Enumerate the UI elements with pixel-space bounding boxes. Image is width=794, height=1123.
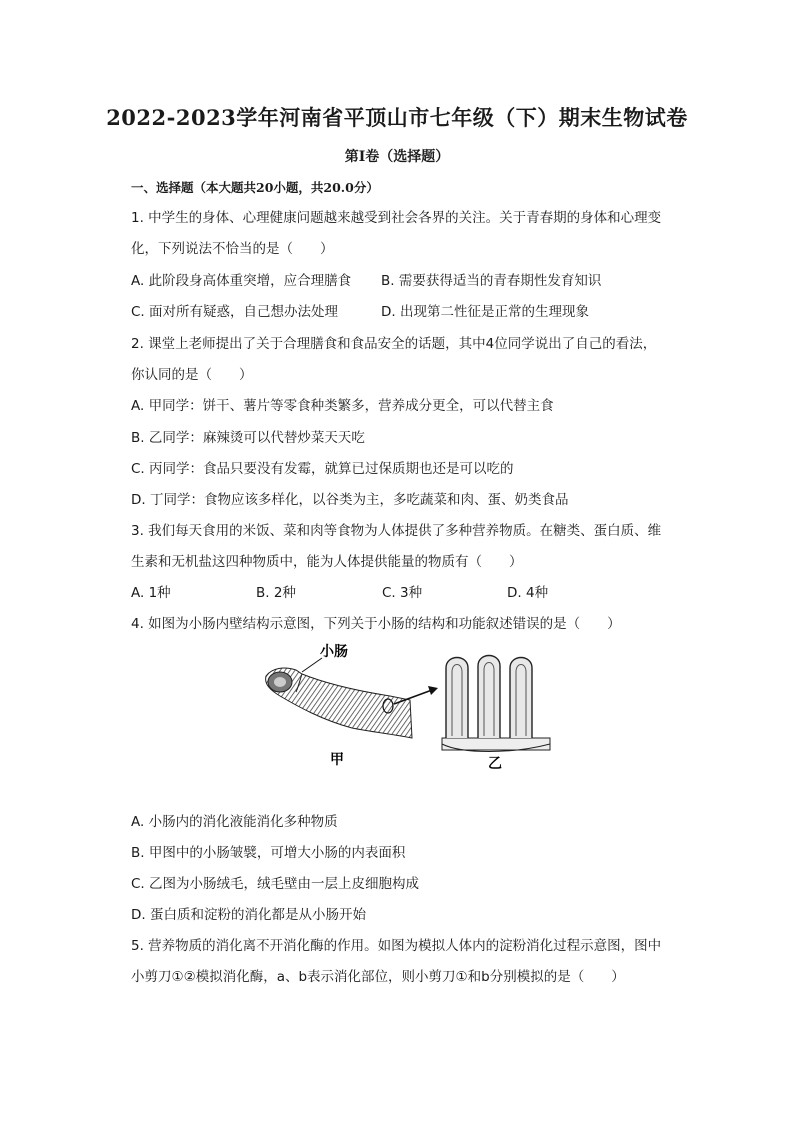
q5-stem-line1: 5. 营养物质的消化离不开消化酶的作用。如图为模拟人体内的淀粉消化过程示意图，图中 (131, 938, 662, 954)
q1-option-a[interactable]: A. 此阶段身高体重突增，应合理膳食 (131, 273, 352, 289)
q1-stem-line2: 化，下列说法不恰当的是（ ） (131, 241, 334, 257)
label-jia: 甲 (330, 752, 344, 768)
q2-option-b[interactable]: B. 乙同学：麻辣烫可以代替炒菜天天吃 (131, 430, 365, 446)
q3-option-b[interactable]: B. 2种 (256, 585, 296, 601)
arrow-icon (394, 686, 438, 704)
villi-drawing (442, 656, 550, 752)
intestine-pointer-line (302, 658, 322, 672)
q5-stem-line2: 小剪刀①②模拟消化酶，a、b表示消化部位，则小剪刀①和b分别模拟的是（ ） (131, 969, 625, 985)
part-title: 第I卷（选择题） (344, 149, 450, 165)
q1-option-b[interactable]: B. 需要获得适当的青春期性发育知识 (381, 273, 602, 289)
q1-option-c[interactable]: C. 面对所有疑惑，自己想办法处理 (131, 304, 339, 320)
small-intestine-figure (262, 640, 562, 775)
q4-option-c[interactable]: C. 乙图为小肠绒毛，绒毛壁由一层上皮细胞构成 (131, 876, 420, 892)
q4-stem-line1: 4. 如图为小肠内壁结构示意图，下列关于小肠的结构和功能叙述错误的是（ ） (131, 616, 621, 632)
q3-option-c[interactable]: C. 3种 (382, 585, 423, 601)
intestine-segment-drawing (266, 658, 412, 738)
section-heading: 一、选择题（本大题共20小题，共20.0分） (131, 180, 379, 195)
q2-option-c[interactable]: C. 丙同学：食品只要没有发霉，就算已过保质期也还是可以吃的 (131, 461, 514, 477)
q2-option-d[interactable]: D. 丁同学：食物应该多样化，以谷类为主，多吃蔬菜和肉、蛋、奶类食品 (131, 492, 569, 508)
q3-option-a[interactable]: A. 1种 (131, 585, 171, 601)
q4-option-d[interactable]: D. 蛋白质和淀粉的消化都是从小肠开始 (131, 907, 366, 923)
q1-option-d[interactable]: D. 出现第二性征是正常的生理现象 (381, 304, 589, 320)
q2-stem-line2: 你认同的是（ ） (131, 367, 253, 383)
q2-option-a[interactable]: A. 甲同学：饼干、薯片等零食种类繁多，营养成分更全，可以代替主食 (131, 398, 554, 414)
q2-stem-line1: 2. 课堂上老师提出了关于合理膳食和食品安全的话题，其中4位同学说出了自己的看法， (131, 336, 657, 352)
q3-stem-line1: 3. 我们每天食用的米饭、菜和肉等食物为人体提供了多种营养物质。在糖类、蛋白质、维 (131, 523, 662, 539)
page-title: 2022-2023学年河南省平顶山市七年级（下）期末生物试卷 (106, 105, 688, 130)
q4-option-b[interactable]: B. 甲图中的小肠皱襞，可增大小肠的内表面积 (131, 845, 406, 861)
label-yi: 乙 (488, 756, 502, 772)
q1-stem-line1: 1. 中学生的身体、心理健康问题越来越受到社会各界的关注。关于青春期的身体和心理变 (131, 210, 662, 226)
q4-option-a[interactable]: A. 小肠内的消化液能消化多种物质 (131, 814, 338, 830)
q3-stem-line2: 生素和无机盐这四种物质中，能为人体提供能量的物质有（ ） (131, 554, 523, 570)
q3-option-d[interactable]: D. 4种 (507, 585, 549, 601)
label-xiaochang: 小肠 (320, 644, 348, 660)
